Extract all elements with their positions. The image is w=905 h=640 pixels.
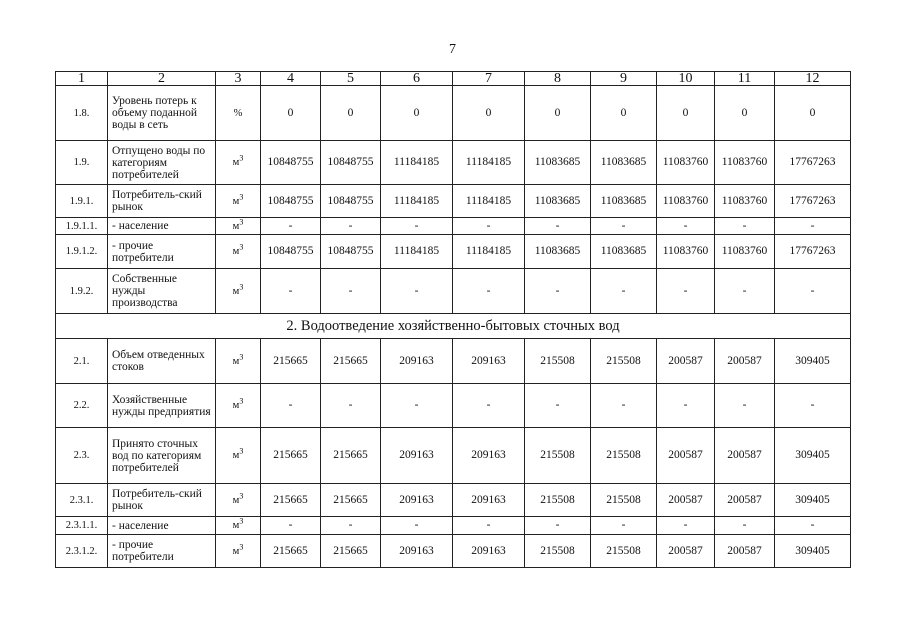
value-cell: 11184185 [381, 235, 453, 269]
row-number: 2.2. [56, 384, 108, 428]
value-cell: 215665 [321, 535, 381, 568]
unit-superscript: 3 [239, 516, 244, 526]
value-cell: 11184185 [453, 141, 525, 185]
unit-text: % [233, 107, 243, 119]
page-number: 7 [449, 42, 456, 57]
unit-superscript: 3 [239, 396, 244, 406]
value-cell: - [453, 269, 525, 314]
value-cell: 200587 [657, 428, 715, 484]
unit-superscript: 3 [239, 282, 244, 291]
row-unit [216, 517, 261, 535]
table-row [56, 484, 851, 517]
value-cell: 309405 [775, 484, 851, 517]
value-cell: - [715, 218, 775, 235]
header-cell: 8 [525, 72, 591, 86]
value-cell: 17767263 [775, 235, 851, 269]
value-cell: 215508 [591, 535, 657, 568]
header-cell: 7 [453, 72, 525, 86]
row-name: - население [108, 218, 216, 235]
value-cell: 11083760 [657, 141, 715, 185]
value-cell: - [657, 384, 715, 428]
row-number: 2.3.1.1. [56, 517, 108, 535]
value-cell: - [261, 218, 321, 235]
row-number: 2.3.1.2. [56, 535, 108, 568]
value-cell: 209163 [381, 535, 453, 568]
value-cell: 200587 [715, 339, 775, 384]
table-row [56, 384, 851, 428]
row-name: Потребитель-ский рынок [108, 185, 216, 218]
unit-text: м [232, 450, 240, 461]
value-cell: 0 [321, 86, 381, 141]
value-cell: - [381, 384, 453, 428]
header-cell: 12 [775, 72, 851, 86]
value-cell: - [715, 384, 775, 428]
unit-superscript: 3 [239, 446, 244, 456]
row-unit [216, 185, 261, 218]
value-cell: - [321, 384, 381, 428]
value-cell: 200587 [657, 535, 715, 568]
value-cell: - [525, 384, 591, 428]
row-number: 1.9. [56, 141, 108, 185]
value-cell: 11083685 [525, 141, 591, 185]
value-cell: 10848755 [261, 185, 321, 218]
row-number: 1.9.2. [56, 269, 108, 314]
value-cell: 11184185 [453, 185, 525, 218]
value-cell: 215508 [525, 535, 591, 568]
value-cell: 200587 [657, 484, 715, 517]
value-cell: - [381, 218, 453, 235]
value-cell: 0 [381, 86, 453, 141]
section-row [56, 314, 851, 339]
value-cell: 215665 [321, 484, 381, 517]
value-cell: - [381, 517, 453, 535]
unit-text: м [232, 157, 240, 168]
value-cell: - [453, 517, 525, 535]
row-unit [216, 484, 261, 517]
value-cell: 10848755 [321, 141, 381, 185]
table-row [56, 339, 851, 384]
value-cell: - [591, 517, 657, 535]
value-cell: 17767263 [775, 185, 851, 218]
row-name: Потребитель-ский рынок [108, 484, 216, 517]
value-cell: 11083760 [715, 141, 775, 185]
row-unit [216, 428, 261, 484]
value-cell: 11184185 [453, 235, 525, 269]
unit-superscript: 3 [239, 352, 244, 361]
value-cell: - [775, 218, 851, 235]
row-number: 1.9.1. [56, 185, 108, 218]
unit-text: м [232, 494, 240, 506]
value-cell: - [657, 517, 715, 535]
value-cell: 11083760 [657, 235, 715, 269]
row-number: 2.3.1. [56, 484, 108, 517]
unit-text: м [232, 355, 240, 367]
value-cell: 209163 [453, 339, 525, 384]
value-cell: - [591, 218, 657, 235]
unit-superscript: 3 [239, 242, 244, 252]
unit-text: м [232, 520, 240, 531]
value-cell: - [591, 384, 657, 428]
value-cell: - [381, 269, 453, 314]
value-cell: - [453, 384, 525, 428]
value-cell: 215508 [525, 428, 591, 484]
section-title: 2. Водоотведение хозяйственно-бытовых сточных вод [56, 314, 851, 339]
table-row [56, 235, 851, 269]
value-cell: 215665 [261, 339, 321, 384]
value-cell: 215665 [321, 428, 381, 484]
value-cell: 215665 [261, 428, 321, 484]
value-cell: 215508 [525, 339, 591, 384]
unit-superscript: 3 [239, 192, 244, 201]
row-number: 1.9.1.2. [56, 235, 108, 269]
value-cell: 209163 [453, 428, 525, 484]
row-name: Собственные нужды производства [108, 269, 216, 314]
value-cell: 209163 [453, 535, 525, 568]
value-cell: 215508 [525, 484, 591, 517]
value-cell: - [715, 517, 775, 535]
value-cell: 200587 [715, 428, 775, 484]
value-cell: 215508 [591, 428, 657, 484]
value-cell: 209163 [381, 484, 453, 517]
value-cell: 11083685 [525, 235, 591, 269]
unit-superscript: 3 [239, 153, 244, 163]
value-cell: - [775, 384, 851, 428]
row-unit [216, 235, 261, 269]
header-cell: 6 [381, 72, 453, 86]
row-number: 2.3. [56, 428, 108, 484]
value-cell: - [261, 517, 321, 535]
value-cell: 309405 [775, 535, 851, 568]
header-cell: 3 [216, 72, 261, 86]
value-cell: 309405 [775, 428, 851, 484]
header-cell: 5 [321, 72, 381, 86]
table-row [56, 535, 851, 568]
value-cell: - [715, 269, 775, 314]
header-cell: 9 [591, 72, 657, 86]
value-cell: - [525, 218, 591, 235]
row-unit [216, 535, 261, 568]
row-unit [216, 269, 261, 314]
value-cell: 0 [525, 86, 591, 141]
header-cell: 4 [261, 72, 321, 86]
table-row [56, 185, 851, 218]
row-unit [216, 384, 261, 428]
unit-superscript: 3 [239, 491, 244, 500]
row-name: Отпущено воды по категориям потребителей [108, 141, 216, 185]
value-cell: 10848755 [321, 235, 381, 269]
value-cell: 200587 [715, 535, 775, 568]
table-row [56, 428, 851, 484]
value-cell: 17767263 [775, 141, 851, 185]
value-cell: - [525, 517, 591, 535]
unit-text: м [232, 400, 240, 411]
value-cell: 11083760 [715, 235, 775, 269]
value-cell: 215508 [591, 484, 657, 517]
value-cell: 0 [261, 86, 321, 141]
value-cell: 209163 [453, 484, 525, 517]
value-cell: 11083760 [715, 185, 775, 218]
unit-text: м [232, 195, 240, 207]
table-row [56, 269, 851, 314]
header-cell: 10 [657, 72, 715, 86]
row-number: 1.9.1.1. [56, 218, 108, 235]
unit-text: м [232, 220, 240, 232]
value-cell: - [321, 269, 381, 314]
value-cell: - [775, 269, 851, 314]
value-cell: - [591, 269, 657, 314]
unit-text: м [232, 285, 240, 297]
value-cell: 11184185 [381, 185, 453, 218]
value-cell: 10848755 [321, 185, 381, 218]
value-cell: 11184185 [381, 141, 453, 185]
value-cell: 11083760 [657, 185, 715, 218]
value-cell: 215665 [321, 339, 381, 384]
value-cell: 11083685 [525, 185, 591, 218]
value-cell: 215665 [261, 535, 321, 568]
value-cell: - [657, 218, 715, 235]
value-cell: - [657, 269, 715, 314]
unit-superscript: 3 [239, 217, 244, 226]
value-cell: 0 [453, 86, 525, 141]
row-name: - население [108, 517, 216, 535]
value-cell: 10848755 [261, 235, 321, 269]
value-cell: 0 [715, 86, 775, 141]
value-cell: 10848755 [261, 141, 321, 185]
value-cell: 0 [591, 86, 657, 141]
row-unit [216, 86, 261, 141]
value-cell: 0 [775, 86, 851, 141]
value-cell: - [321, 218, 381, 235]
row-name: Уровень потерь к объему поданной воды в сеть [108, 86, 216, 141]
row-name: - прочие потребители [108, 235, 216, 269]
value-cell: 309405 [775, 339, 851, 384]
data-table [55, 71, 851, 568]
value-cell: - [525, 269, 591, 314]
header-cell: 2 [108, 72, 216, 86]
unit-superscript: 3 [239, 542, 244, 551]
value-cell: 200587 [715, 484, 775, 517]
row-name: Хозяйственные нужды предприятия [108, 384, 216, 428]
unit-text: м [232, 246, 240, 257]
row-number: 1.8. [56, 86, 108, 141]
value-cell: - [321, 517, 381, 535]
row-name: Принято сточных вод по категориям потребителей [108, 428, 216, 484]
unit-text: м [232, 545, 240, 557]
header-cell: 11 [715, 72, 775, 86]
value-cell: 209163 [381, 428, 453, 484]
value-cell: 11083685 [591, 235, 657, 269]
row-name: - прочие потребители [108, 535, 216, 568]
row-unit [216, 141, 261, 185]
value-cell: 11083685 [591, 141, 657, 185]
row-unit [216, 339, 261, 384]
row-number: 2.1. [56, 339, 108, 384]
row-name: Объем отведенных стоков [108, 339, 216, 384]
header-cell: 1 [56, 72, 108, 86]
value-cell: - [775, 517, 851, 535]
table-row [56, 218, 851, 235]
row-unit [216, 218, 261, 235]
value-cell: 209163 [381, 339, 453, 384]
value-cell: - [261, 384, 321, 428]
value-cell: 215665 [261, 484, 321, 517]
value-cell: 200587 [657, 339, 715, 384]
value-cell: - [261, 269, 321, 314]
table-row [56, 517, 851, 535]
table-row [56, 141, 851, 185]
value-cell: 11083685 [591, 185, 657, 218]
table-header-row [56, 72, 851, 86]
value-cell: 0 [657, 86, 715, 141]
value-cell: 215508 [591, 339, 657, 384]
value-cell: - [453, 218, 525, 235]
table-row [56, 86, 851, 141]
